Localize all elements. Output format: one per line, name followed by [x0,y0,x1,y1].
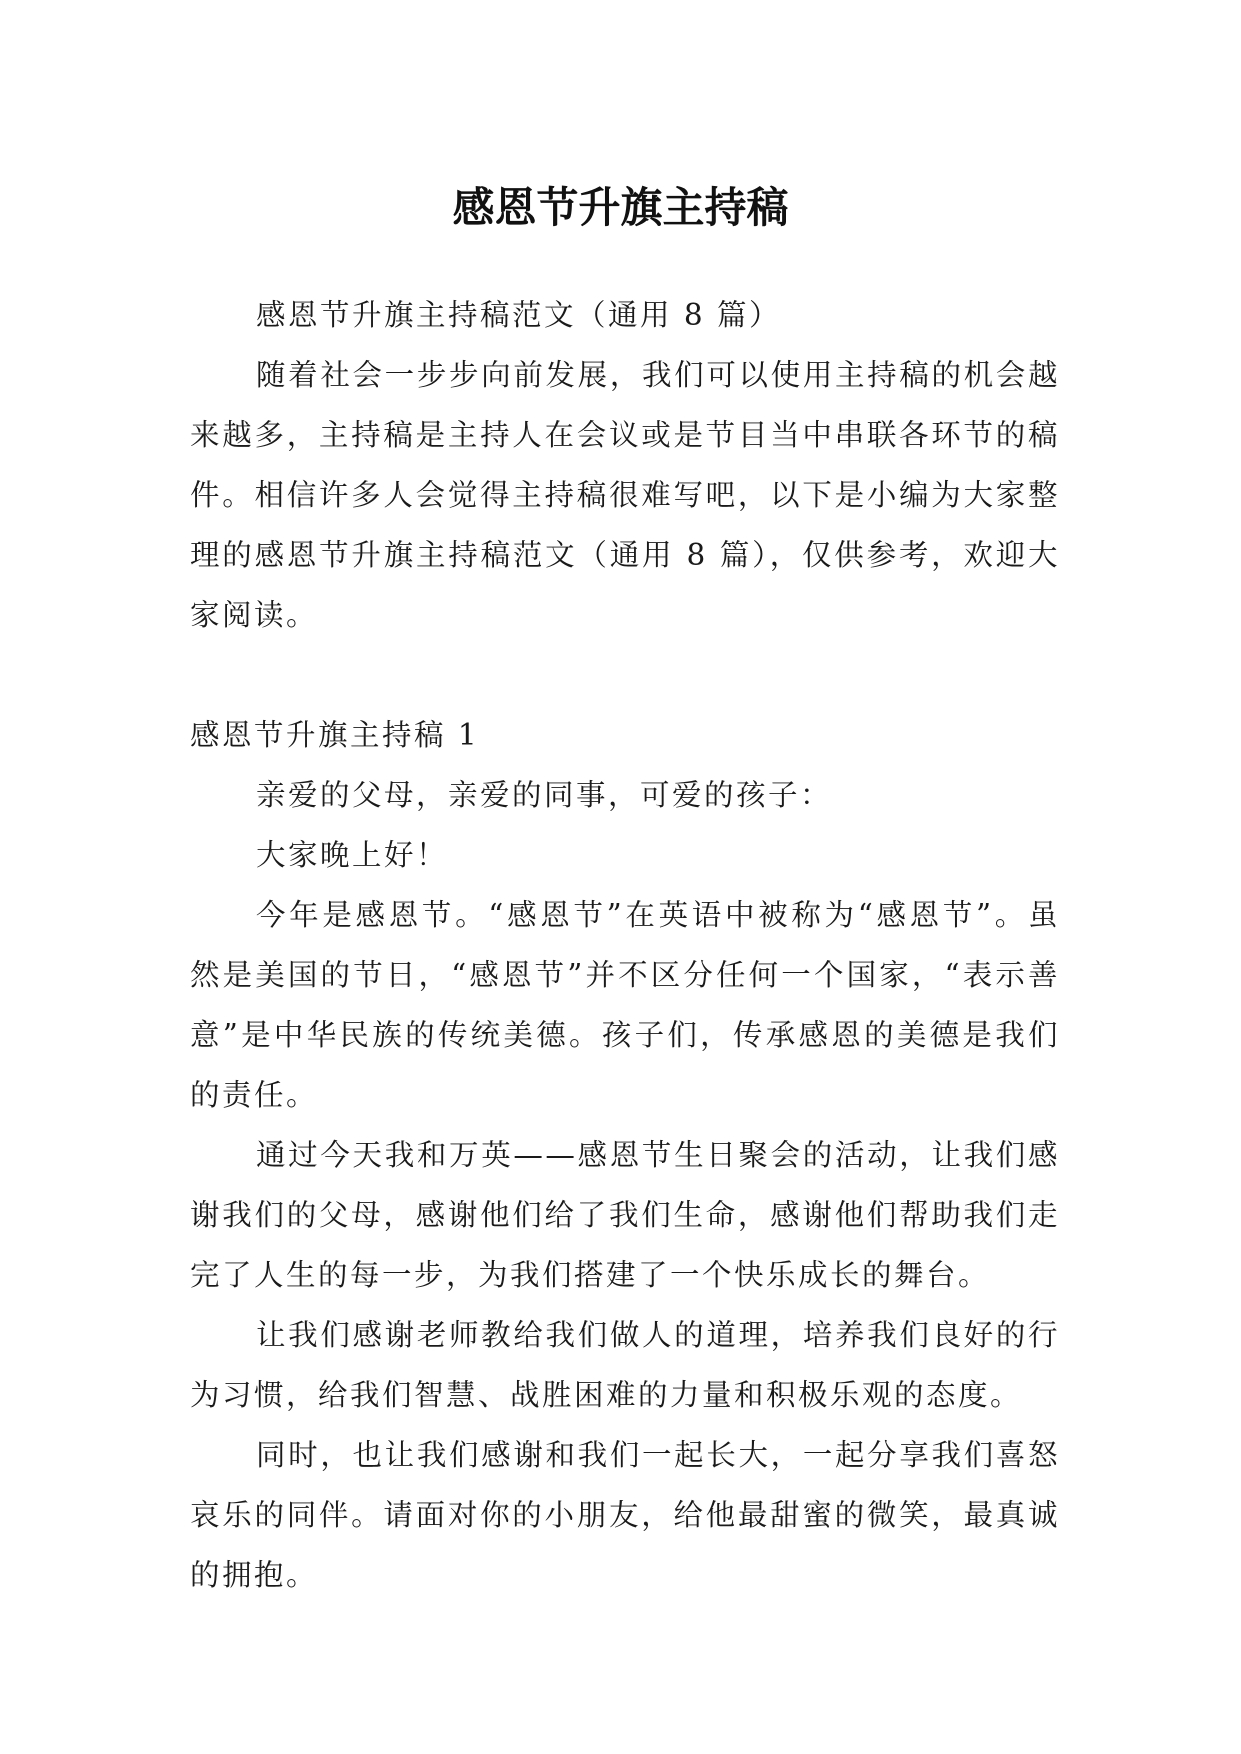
body-paragraph: 今年是感恩节。“感恩节”在英语中被称为“感恩节”。虽然是美国的节日，“感恩节”并不区分任何一个国家，“表示善意”是中华民族的传统美德。孩子们，传承感恩的美德是我们的责任。 [190,898,1060,1112]
page-title: 感恩节升旗主持稿 [452,183,789,233]
body-paragraph: 通过今天我和万英——感恩节生日聚会的活动，让我们感谢我们的父母，感谢他们给了我们生命，感谢他们帮助我们走完了人生的每一步，为我们搭建了一个快乐成长的舞台。 [190,1138,1060,1292]
section-heading: 感恩节升旗主持稿 1 [190,718,480,752]
body-paragraph: 让我们感谢老师教给我们做人的道理，培养我们良好的行为习惯，给我们智慧、战胜困难的力量和积极乐观的态度。 [190,1318,1060,1412]
salutation-paragraph: 亲爱的父母，亲爱的同事，可爱的孩子： [256,778,833,812]
greeting-paragraph: 大家晚上好！ [256,838,449,872]
body-paragraph: 同时，也让我们感谢和我们一起长大，一起分享我们喜怒哀乐的同伴。请面对你的小朋友，给他最甜蜜的微笑，最真诚的拥抱。 [190,1438,1060,1592]
intro-paragraph: 随着社会一步步向前发展，我们可以使用主持稿的机会越来越多，主持稿是主持人在会议或是节目当中串联各环节的稿件。相信许多人会觉得主持稿很难写吧，以下是小编为大家整理的感恩节升旗主持稿范文（通用 8 篇），仅供参考，欢迎大家阅读。 [190,358,1060,632]
document-subtitle: 感恩节升旗主持稿范文（通用 8 篇） [256,298,782,332]
document-body [190,285,1060,1605]
